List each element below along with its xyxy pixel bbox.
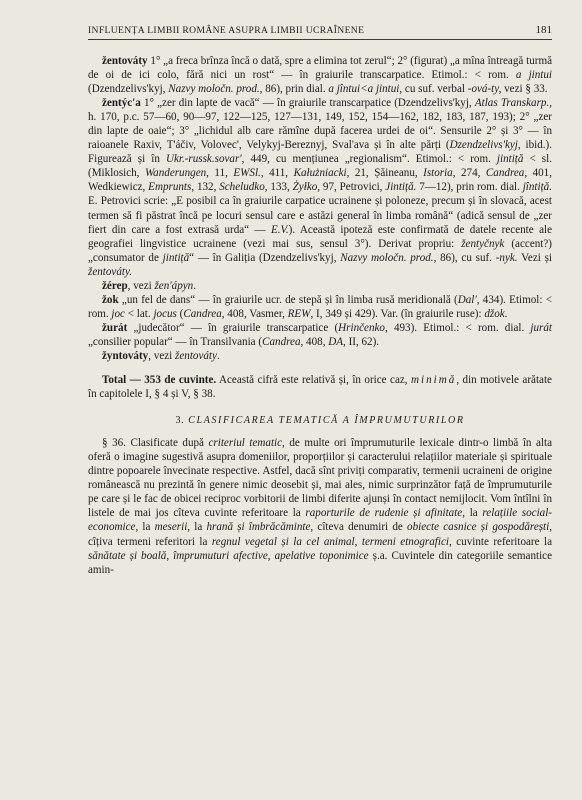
entry-italic: -ová-ty,: [467, 83, 502, 96]
entry-italic: džok: [484, 307, 505, 320]
para-italic: hrană și îmbrăcăminte: [206, 521, 311, 534]
entry-text: , 411,: [260, 167, 294, 180]
entry-italic: Nazvy moločn. prod.: [168, 83, 260, 96]
entry-text: , 132,: [191, 181, 220, 194]
para-italic: apelative toponimice: [274, 549, 369, 562]
entry-text: , 408,: [300, 335, 329, 348]
total-label: Total — 353 de cuvinte.: [102, 374, 217, 387]
total-text: , din motivele arătate în capitolele I, § 4 și V, § 38.: [88, 374, 552, 401]
entry-text: „judecător“ — în graiurile transcarpatice (: [127, 321, 339, 334]
entry-text: , ibid.). Figurează și în: [88, 139, 553, 166]
entry-italic: Dal': [457, 293, 477, 306]
para-italic: termeni etnografici: [361, 535, 449, 548]
entry-italic: EWSl.: [233, 167, 261, 180]
entry-text: , 449, cu mențiunea „regionalism“. Etimol.: < rom.: [241, 153, 497, 166]
para-italic: criteriul tematic: [208, 437, 283, 450]
entry-text: E. Petrovici scrie: „E posibil ca în graiurile carpatice ucrainene și poloneze, precum și în slovacă, acest termen să fi păstrat încă pe locuri sensul care e astăzi general în limba română“ (adică sensul de „zer fiert din care a fost extrasă urda“ —: [88, 195, 552, 236]
entry-italic: Nazvy moločn. prod.: [340, 251, 434, 264]
entry-italic: Wanderungen: [144, 167, 207, 180]
dictionary-entry: [88, 349, 552, 363]
entry-italic: -nyk.: [495, 251, 518, 264]
para-text: § 36. Clasificate după: [102, 437, 209, 450]
entry-italic: Candrea: [183, 307, 222, 320]
entry-headword: žentováty: [102, 55, 148, 67]
entry-text: „un fel de dans“ — în graiurile ucr. de stepă și în limba rusă meridională (: [118, 293, 458, 306]
entry-italic: Atlas Transkarp.: [474, 97, 550, 110]
entry-italic: žentováty: [175, 349, 217, 362]
running-title: INFLUENȚA LIMBII ROMÂNE ASUPRA LIMBII UCRAÎNENE: [88, 25, 365, 36]
entry-text: , 408, Vasmer,: [221, 307, 288, 320]
para-italic: regnul vegetal și la cel animal: [211, 535, 355, 548]
entry-italic: a jintui: [515, 69, 552, 82]
entry-italic: jintiță: [496, 153, 524, 166]
entry-text: , 274,: [452, 167, 486, 180]
section-number: 3.: [175, 415, 185, 427]
entry-text: 1° „a freca brînza încă o dată, spre a elimina tot zerul“; 2° (figurat) „a mîna întreagă turmă de oi de ici colo, fără nici un rost“ — în graiurile transcarpatice. Etimol.: < rom.: [88, 55, 552, 82]
entry-headword: žyntováty: [102, 349, 149, 362]
dictionary-entry: [88, 293, 552, 321]
entry-italic: Candrea: [485, 167, 525, 180]
running-header: [88, 24, 552, 40]
entry-text: vezi § 33.: [501, 83, 548, 96]
body-paragraph: [88, 436, 552, 576]
entry-headword: žentýc'a: [102, 97, 141, 110]
entry-text: , 97, Petrovici,: [317, 181, 386, 194]
entry-text: “ — în Galiția (Dzendzelivs'kyj,: [189, 251, 341, 264]
para-text: , la: [187, 521, 207, 534]
entry-italic: jocus: [153, 307, 177, 320]
entry-italic: Żyłko: [292, 181, 318, 194]
entry-italic: DA: [328, 335, 344, 348]
entry-text: ). Această ipoteză este confirmată de datele recente ale geografiei lingvistice ucrainene (vezi mai sus, sensul 3°). Derivat propriu:: [88, 223, 552, 250]
para-text: , cîteva denumiri de: [310, 521, 408, 534]
entry-text: , 11,: [206, 167, 234, 180]
entry-text: .: [504, 307, 508, 320]
entry-text: , I, 349 și 429). Var. (în graiurile ruse):: [310, 307, 485, 320]
entry-text: , 401, Wedkiewicz,: [88, 167, 553, 194]
entry-text: , h. 170, p.c. 57—60, 90—97, 122—125, 127—131, 149, 152, 154—162, 182, 183, 187, 193); 2° „zer din lapte de oaie“; 3° „lichidul alb care rămîne după facerea urdei de oi“. Sensurile 2° și 3° — în raioanele Raxiv, T'áčiv, Volovec', Velykyj-Bereznyj, Sval'ava și în alte părți (: [88, 97, 552, 152]
entry-italic: Dzendzelivs'kyj: [449, 139, 518, 152]
total-spaced-word: minimă: [411, 374, 457, 387]
para-text: , cuvinte referitoare la: [448, 535, 553, 548]
entry-italic: joc: [111, 307, 125, 320]
dictionary-entry: [88, 279, 552, 293]
para-italic: sănătate și boală: [88, 549, 167, 562]
entry-text: , 434). Etimol: < rom.: [88, 293, 552, 320]
entry-headword: žok: [102, 293, 119, 306]
dictionary-entry: [88, 96, 552, 279]
page-body: [88, 54, 552, 577]
entry-text: , 133,: [264, 181, 293, 194]
entry-text: , 86), prin dial.: [259, 83, 329, 96]
dictionary-entry: [88, 321, 552, 349]
para-italic: meserii: [154, 521, 188, 534]
entry-text: , 86), cu suf.: [433, 251, 496, 264]
entry-headword: žurát: [102, 321, 128, 334]
entry-italic: žentyčnyk: [461, 237, 505, 250]
entry-italic: Emprunts: [148, 181, 192, 194]
entry-text: Vezi și: [517, 251, 552, 264]
entry-text: , 21, Șăineanu,: [346, 167, 424, 180]
entry-text: „consilier popular“ — în Transilvania (: [88, 335, 263, 348]
section-title: CLASIFICAREA TEMATICĂ A ÎMPRUMUTURILOR: [188, 415, 465, 427]
para-text: ,: [267, 549, 275, 562]
entry-italic: a jîntui<a jintui,: [328, 83, 403, 96]
entry-text: , II, 62).: [343, 335, 380, 348]
para-italic: relațiile social-economice: [88, 507, 553, 534]
entry-text: .: [193, 279, 196, 292]
para-text: , de multe ori împrumuturile lexicale dintr-o limbă în alta oferă o imagine sugestivă asupra domeniilor, proporțiilor și caracterului relațiilor materiale și spirituale dintre popoarele învecinate respective. Astfel, dacă sînt priviți comparativ, termenii ucraineni de origine românească nu prezintă în genere nimic deosebit și, mai ales, nimic surprinzător față de împrumuturile pe care și le fac de obicei reciproc vorbitorii de limbi diferite ajunși în contact nemijlocit. Vom întîlni în listele de mai jos cîteva cuvinte referitoare la: [88, 437, 552, 520]
entry-text: 1° „zer din lapte de vacă“ — în graiurile transcarpatice (Dzendzelivs'kyj,: [140, 97, 475, 110]
para-italic: împrumuturi afective: [173, 549, 268, 562]
para-text: , la: [135, 521, 155, 534]
para-text: , cîțiva termeni referitori la: [88, 521, 553, 548]
para-italic: obiecte casnice și gospodărești: [407, 521, 550, 534]
entry-italic: žen'ápyn: [154, 279, 194, 292]
section-heading: [88, 414, 552, 428]
entry-italic: Scheludko: [219, 181, 265, 194]
entry-text: (: [176, 307, 184, 320]
entry-text: < lat.: [124, 307, 154, 320]
entry-italic: žentováty.: [88, 265, 133, 278]
para-text: ,: [354, 535, 362, 548]
entry-italic: jîntiță.: [522, 181, 552, 194]
total-text: Această cifră este relativă și, în orice caz,: [216, 374, 412, 387]
para-italic: raporturile de rudenie și afinitate: [305, 507, 463, 520]
entry-text: (Dzendzelivs'kyj,: [88, 83, 169, 96]
total-statement: [88, 373, 552, 401]
entry-text: , vezi: [127, 279, 155, 292]
entry-text: , vezi: [148, 349, 176, 362]
entry-text: < sl. (Miklosich,: [88, 153, 552, 180]
entry-text: .: [216, 349, 220, 362]
page-number: 181: [535, 24, 552, 36]
entry-italic: REW: [287, 307, 311, 320]
para-text: , la: [462, 507, 483, 520]
para-text: ș.a. Cuvintele din categoriile semantice amin-: [88, 549, 553, 576]
entry-text: cu suf. verbal: [402, 83, 468, 96]
dictionary-entry: [88, 54, 552, 96]
entry-italic: Hrinčenko: [338, 321, 385, 334]
entry-italic: Jintiță.: [385, 181, 417, 194]
entry-text: (accent?) „consumator de: [88, 237, 552, 264]
entry-headword: žérep: [102, 279, 128, 292]
entry-text: , 493). Etimol.: < rom. dial.: [384, 321, 531, 334]
entry-italic: jintiță: [162, 251, 190, 264]
entry-italic: E.V.: [270, 223, 289, 236]
entry-italic: Istoria: [423, 167, 453, 180]
entry-italic: Candrea: [262, 335, 301, 348]
entry-italic: jurát: [530, 321, 552, 334]
para-text: ,: [166, 549, 174, 562]
entry-italic: Ukr.-russk.sovar': [165, 153, 242, 166]
entry-text: 7—12), prin rom. dial.: [416, 181, 523, 194]
entry-italic: Kałużniacki: [293, 167, 347, 180]
